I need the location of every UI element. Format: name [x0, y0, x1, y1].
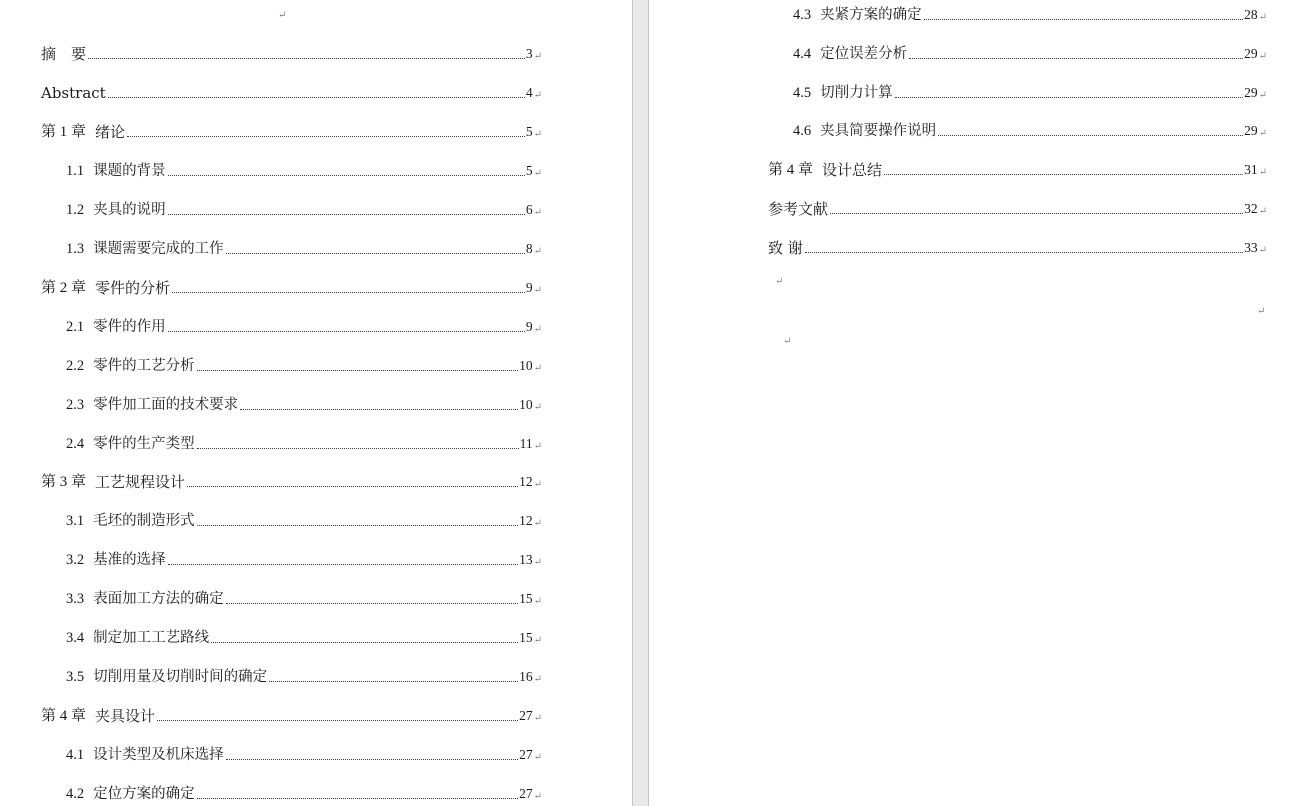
paragraph-mark: ↵	[533, 674, 542, 685]
toc-entry-title: 基准的选择	[93, 552, 166, 568]
toc-entry-page-number: 12	[519, 474, 533, 489]
paragraph-mark: ↵	[533, 479, 542, 490]
toc-entry-page-number: 8	[525, 241, 533, 256]
dot-leader	[240, 408, 518, 410]
paragraph-mark: ↵	[533, 752, 542, 763]
toc-entry-title: 夹具的说明	[93, 202, 166, 218]
toc-entry-title: 零件的生产类型	[93, 436, 195, 452]
toc-entry-number: 第 4 章	[41, 708, 87, 724]
toc-entry[interactable]	[66, 508, 542, 530]
dot-leader	[168, 330, 525, 332]
toc-entry-title: 切削用量及切削时间的确定	[93, 669, 268, 685]
toc-entry[interactable]	[41, 469, 542, 491]
paragraph-mark: ↵	[533, 324, 542, 335]
paragraph-mark: ↵	[1258, 90, 1267, 101]
toc-entry-number: 3.5	[66, 669, 85, 685]
dot-leader	[127, 135, 525, 137]
toc-entry-number: 第 2 章	[41, 280, 87, 296]
toc-entry[interactable]	[768, 157, 1267, 179]
dot-leader	[226, 252, 525, 254]
toc-entry-number: 2.4	[66, 436, 85, 452]
dot-leader	[197, 447, 519, 449]
toc-entry-page-number: 9	[525, 280, 533, 295]
toc-entry-page-number: 5	[525, 124, 533, 139]
paragraph-mark: ↵	[533, 791, 542, 802]
toc-entry-number: 2.3	[66, 397, 85, 413]
toc-entry-number: 4.2	[66, 786, 85, 802]
dot-leader	[884, 173, 1243, 175]
dot-leader	[197, 797, 518, 799]
paragraph-mark: ↵	[1258, 51, 1267, 62]
paragraph-mark: ↵	[278, 10, 287, 21]
toc-entry-title: 零件的工艺分析	[93, 358, 195, 374]
toc-entry-title: 制定加工工艺路线	[93, 630, 210, 646]
toc-entry[interactable]	[66, 392, 542, 414]
toc-entry-title: 切削力计算	[820, 85, 893, 101]
dot-leader	[830, 212, 1243, 214]
dot-leader	[909, 57, 1243, 59]
toc-entry-page-number: 13	[519, 552, 533, 567]
paragraph-mark: ↵	[533, 168, 542, 179]
toc-entry-number: 第 1 章	[41, 124, 87, 140]
toc-entry-title: 表面加工方法的确定	[93, 591, 224, 607]
paragraph-mark: ↵	[1257, 306, 1266, 317]
dot-leader	[172, 291, 525, 293]
toc-entry-page-number: 11	[519, 436, 533, 451]
toc-entry-page-number: 29	[1244, 46, 1258, 61]
toc-entry-page-number: 27	[519, 786, 533, 801]
toc-entry[interactable]	[66, 547, 542, 569]
toc-entry-title: 零件的作用	[93, 319, 166, 335]
toc-entry-page-number: 28	[1244, 7, 1258, 22]
toc-entry-page-number: 9	[525, 319, 533, 334]
toc-entry-page-number: 16	[519, 669, 533, 684]
toc-entry-page-number: 31	[1244, 162, 1258, 177]
paragraph-mark: ↵	[1258, 128, 1267, 139]
toc-entry[interactable]	[41, 275, 542, 297]
toc-entry-title: 定位误差分析	[820, 46, 908, 62]
paragraph-mark: ↵	[533, 285, 542, 296]
toc-entry-page-number: 6	[525, 202, 533, 217]
toc-entry[interactable]	[66, 664, 542, 686]
toc-entry-title: 定位方案的确定	[93, 786, 195, 802]
toc-entry-title: 零件的分析	[95, 279, 171, 297]
toc-entry-title: 设计类型及机床选择	[93, 747, 224, 763]
toc-entry-number: 3.1	[66, 513, 85, 529]
toc-entry-number: 4.4	[793, 46, 812, 62]
paragraph-mark: ↵	[775, 276, 784, 287]
dot-leader	[187, 485, 518, 487]
dot-leader	[108, 96, 525, 98]
toc-entry-number: 3.2	[66, 552, 85, 568]
paragraph-mark: ↵	[533, 129, 542, 140]
paragraph-mark: ↵	[533, 246, 542, 257]
toc-entry-title: 课题的背景	[93, 163, 166, 179]
toc-entry-number: 2.2	[66, 358, 85, 374]
dot-leader	[168, 174, 525, 176]
page-gutter	[632, 0, 649, 806]
dot-leader	[924, 18, 1243, 20]
toc-entry[interactable]	[793, 118, 1267, 140]
toc-entry-number: 第 3 章	[41, 474, 87, 490]
toc-entry[interactable]	[66, 431, 542, 453]
toc-entry-title: 毛坯的制造形式	[93, 513, 195, 529]
dot-leader	[895, 96, 1243, 98]
toc-entry-title: 参考文献	[768, 200, 829, 218]
paragraph-mark: ↵	[533, 363, 542, 374]
toc-entry-page-number: 5	[525, 163, 533, 178]
dot-leader	[157, 719, 518, 721]
toc-entry[interactable]	[66, 625, 542, 647]
toc-entry-title: 摘 要	[41, 45, 87, 63]
toc-entry[interactable]	[768, 235, 1267, 257]
toc-entry-title: 零件加工面的技术要求	[93, 397, 239, 413]
toc-entry-title: 夹具设计	[95, 707, 156, 725]
toc-entry-number: 4.3	[793, 7, 812, 23]
toc-entry-number: 1.2	[66, 202, 85, 218]
paragraph-mark: ↵	[533, 90, 542, 101]
toc-entry-page-number: 4	[525, 85, 533, 100]
toc-entry-page-number: 29	[1244, 85, 1258, 100]
toc-entry[interactable]	[41, 41, 542, 63]
toc-entry-number: 4.5	[793, 85, 812, 101]
toc-entry-page-number: 15	[519, 591, 533, 606]
dot-leader	[938, 134, 1243, 136]
dot-leader	[211, 641, 518, 643]
toc-entry-number: 1.3	[66, 241, 85, 257]
dot-leader	[197, 524, 518, 526]
toc-entry[interactable]	[66, 158, 542, 180]
toc-entry-number: 第 4 章	[768, 162, 814, 178]
toc-entry[interactable]	[66, 353, 542, 375]
paragraph-mark: ↵	[533, 635, 542, 646]
toc-entry-number: 4.1	[66, 747, 85, 763]
toc-entry-number: 2.1	[66, 319, 85, 335]
paragraph-mark: ↵	[533, 402, 542, 413]
toc-entry-title: 工艺规程设计	[95, 473, 186, 491]
dot-leader	[197, 369, 518, 371]
toc-entry-page-number: 27	[519, 708, 533, 723]
toc-entry[interactable]	[66, 586, 542, 608]
toc-entry-title: Abstract	[41, 84, 106, 102]
toc-entry[interactable]	[66, 236, 542, 258]
paragraph-mark: ↵	[783, 336, 792, 347]
paragraph-mark: ↵	[533, 51, 542, 62]
toc-entry[interactable]	[793, 41, 1267, 63]
toc-entry[interactable]	[793, 2, 1267, 24]
dot-leader	[168, 563, 518, 565]
toc-entry-page-number: 32	[1244, 201, 1258, 216]
toc-entry[interactable]	[66, 781, 542, 803]
toc-entry[interactable]	[66, 197, 542, 219]
paragraph-mark: ↵	[533, 596, 542, 607]
toc-entry-number: 3.3	[66, 591, 85, 607]
toc-entry-title: 课题需要完成的工作	[93, 241, 224, 257]
toc-entry[interactable]	[41, 119, 542, 141]
toc-entry-page-number: 10	[519, 397, 533, 412]
paragraph-mark: ↵	[533, 557, 542, 568]
toc-entry-page-number: 29	[1244, 123, 1258, 138]
toc-entry-number: 4.6	[793, 123, 812, 139]
toc-entry[interactable]	[41, 80, 542, 102]
toc-entry[interactable]	[66, 314, 542, 336]
dot-leader	[226, 602, 518, 604]
paragraph-mark: ↵	[533, 207, 542, 218]
toc-entry-number: 1.1	[66, 163, 85, 179]
dot-leader	[226, 758, 518, 760]
paragraph-mark: ↵	[1258, 167, 1267, 178]
toc-entry-title: 夹紧方案的确定	[820, 7, 922, 23]
toc-entry-title: 夹具简要操作说明	[820, 123, 937, 139]
paragraph-mark: ↵	[1258, 12, 1267, 23]
toc-entry-title: 设计总结	[822, 161, 883, 179]
dot-leader	[168, 213, 525, 215]
toc-entry-title: 致 谢	[768, 239, 803, 257]
toc-entry[interactable]	[66, 742, 542, 764]
toc-entry[interactable]	[41, 703, 542, 725]
toc-entry[interactable]	[768, 196, 1267, 218]
toc-entry-page-number: 27	[519, 747, 533, 762]
paragraph-mark: ↵	[533, 518, 542, 529]
toc-entry-title: 绪论	[95, 123, 126, 141]
toc-entry-number: 3.4	[66, 630, 85, 646]
paragraph-mark: ↵	[1258, 206, 1267, 217]
toc-entry-page-number: 33	[1244, 240, 1258, 255]
paragraph-mark: ↵	[533, 441, 542, 452]
dot-leader	[805, 251, 1243, 253]
paragraph-mark: ↵	[533, 713, 542, 724]
toc-entry[interactable]	[793, 80, 1267, 102]
toc-entry-page-number: 3	[525, 46, 533, 61]
paragraph-mark: ↵	[1258, 245, 1267, 256]
document-page-right	[649, 0, 1298, 806]
dot-leader	[269, 680, 518, 682]
toc-entry-page-number: 15	[519, 630, 533, 645]
document-page-left	[0, 0, 632, 806]
dot-leader	[88, 57, 525, 59]
toc-entry-page-number: 12	[519, 513, 533, 528]
toc-entry-page-number: 10	[519, 358, 533, 373]
